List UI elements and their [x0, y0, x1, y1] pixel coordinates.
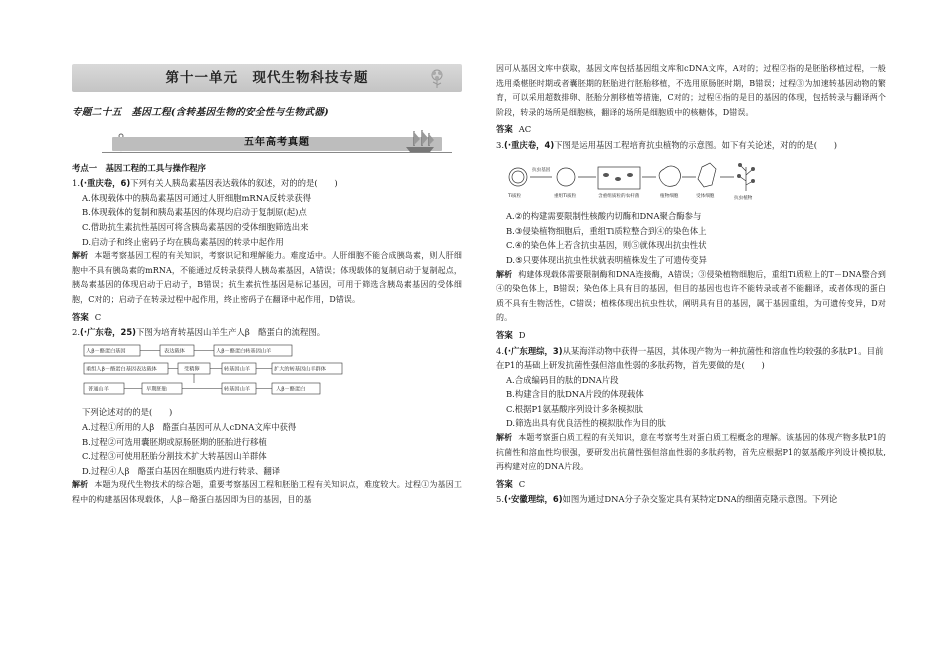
question-source: (·重庆卷，4) [504, 139, 555, 150]
flow-box-text: 表达载体 [164, 348, 185, 355]
option: C.过程③可使用胚胎分割技术扩大转基因山羊群体 [82, 451, 267, 462]
option: A.体现载体中的胰岛素基因可通过人肝细胞mRNA反转录获得 [82, 192, 311, 203]
option: B.过程②可选用囊胚期或原肠胚期的胚胎进行移植 [82, 436, 267, 447]
flow-box-text: 转基因山羊 [224, 366, 250, 373]
flow-box-text: 人β－酪蛋白基因 [86, 348, 126, 355]
diagram-label: Ti质粒 [508, 193, 522, 199]
diagram-label: 重组Ti质粒 [554, 193, 577, 199]
exam-banner-title: 五年高考真题 [244, 137, 310, 149]
option: C.④的染色体上若含抗虫基因，则⑤就体现出抗虫性状 [506, 240, 707, 251]
option: D.筛选出具有优良活性的模拟肽作为目的肽 [506, 418, 666, 429]
flow-box-text: 重组人β－酪蛋白基因表达载体 [86, 366, 157, 373]
answer: 答案 C [496, 478, 526, 489]
analysis: 解析 本题考察蛋白质工程的有关知识，意在考察考生对蛋白质工程概念的理解。该基因的体现产物多肽P1的抗菌性和溶血性均很强，要研发出抗菌性强但溶血性弱的多肽药物，首先应根据P1的氨基酸序列设计模拟肽,再构建对应的DNA片段。 [496, 433, 886, 472]
option: D.过程④人β 酪蛋白基因在细胞质内进行转录、翻译 [82, 465, 281, 476]
answer: 答案 AC [496, 124, 532, 135]
left-column [72, 0, 462, 507]
question-stem: 4.(·广东理综，3)从某海洋动物中获得一基因，其体现产物为一种抗菌性和溶血性均较强的多肽P1。目前在P1的基础上研发抗菌性强但溶血性弱的多肽药物，首先要做的是( ) [496, 345, 884, 371]
diagram-label: 植物细胞 [660, 193, 679, 199]
option: A.②的构建需要限制性核酸内切酶和DNA聚合酶参与 [506, 211, 702, 222]
question-stem: 1.(·重庆卷，6)下列有关人胰岛素基因表达载体的叙述，对的的是( ) [72, 178, 338, 189]
analysis-continued: 因可从基因文库中获取，基因文库包括基因组文库和cDNA文库，A对的；过程②指的是胚胎移植过程，一般选用桑椹胚时期或者囊胚期的胚胎进行胚胎移植，不选用原肠胚时期，B错误；过程③为加速转基因动物的繁育，可以采用超数排卵、胚胎分割移植等措施，C对的；过程④指的是目的基因的体现，包括转录与翻译两个阶段，转录的场所是细胞核，翻译的场所是细胞质中的核糖体，D错误。 [496, 64, 886, 117]
question-stem: 2.(·广东卷，25)下图为培育转基因山羊生产人β 酪蛋白的流程图。 [72, 327, 326, 338]
flow-box-text: 早期胚胎 [146, 386, 167, 393]
question-2 [72, 325, 462, 507]
diagram-label: 抗虫基因 [532, 167, 551, 173]
option: D.启动子和终止密码子均在胰岛素基因的转录中起作用 [82, 236, 284, 247]
question-3 [496, 138, 886, 343]
question-source: (·安徽理综，6) [504, 494, 563, 505]
option: D.⑤只要体现出抗虫性状就表明植株发生了可遗传变异 [506, 254, 707, 265]
option: A.过程①所用的人β 酪蛋白基因可从人cDNA文库中获得 [82, 421, 297, 432]
option: C.根据P1氨基酸序列设计多条模拟肽 [506, 403, 643, 414]
flow-box-text: 普通山羊 [88, 386, 109, 393]
analysis: 解析 本题考察基因工程的有关知识，考察识记和理解能力。难度适中。人肝细胞不能合成胰岛素，则人肝细胞中不具有胰岛素的mRNA，不能通过反转录获得人胰岛素基因，A错误；体现载体的复制启动于复制起点，胰岛素基因的体现启动于启动子，B错误；抗生素抗性基因是标记基因，可用于筛选含胰岛素基因的受体细胞，C对的；启动子在转录过程中起作用，终止密码子在翻译中起作用，D错误。 [72, 251, 462, 304]
goat-flow-diagram [82, 343, 462, 402]
option: B.构建含目的肽DNA片段的体现载体 [506, 389, 644, 400]
unit-title: 第十一单元 现代生物科技专题 [165, 69, 369, 86]
question-1 [72, 176, 462, 324]
analysis: 解析 本题为现代生物技术的综合题，重要考察基因工程和胚胎工程有关知识点，难度较大。过程①为基因工程中的构建基因体现载体，人β－酪蛋白基因即为目的基因，目的基 [72, 480, 462, 504]
analysis: 解析 构建体现载体需要限制酶和DNA连接酶，A错误；③侵染植物细胞后，重组Ti质粒上的T－DNA整合到④的染色体上，B错误；染色体上具有目的基因，但目的基因也也许不能转录或者不能翻译，或者体现的蛋白质不具有生物活性，C错误；植株体现出抗虫性状，阐明具有目的基因，属于基因重组，为可遗传变异，D对的。 [496, 269, 887, 323]
question-source: (·重庆卷，6) [80, 178, 131, 189]
flower-decoration-icon [426, 67, 448, 89]
question-4 [496, 344, 886, 492]
flow-box-text: 人β－酪蛋白 [276, 386, 306, 393]
option: B.③侵染植物细胞后，重组Ti质粒整合到④的染色体上 [506, 225, 707, 236]
diagram-label: 受体细胞 [696, 193, 715, 199]
exam-banner-rule [102, 152, 452, 153]
answer: 答案 C [72, 311, 102, 322]
transgenic-plant-diagram [506, 157, 886, 206]
question-source: (·广东理综，3) [504, 345, 563, 356]
diagram-label: 含重组质粒的农杆菌 [598, 193, 640, 199]
right-column [496, 62, 886, 507]
option: B.体现载体的复制和胰岛素基因的体现均启动于复制原(起)点 [82, 207, 307, 218]
unit-banner [72, 64, 462, 92]
flow-box-text: 人β－酪蛋白转基因山羊 [216, 348, 272, 355]
option: C.借助抗生素抗性基因可将含胰岛素基因的受体细胞筛选出来 [82, 221, 309, 232]
question-stem: 5.(·安徽理综，6)如图为通过DNA分子杂交鉴定具有某特定DNA的细菌克隆示意图。下列论 [496, 494, 838, 505]
diagram-label: 抗虫植物 [734, 195, 753, 201]
section-heading: 考点一 基因工程的工具与操作程序 [72, 162, 206, 173]
question-prompt: 下列论述对的的是( ) [82, 407, 173, 418]
flow-box-text: 转基因山羊 [224, 386, 250, 393]
flow-box-text: 受精卵 [184, 366, 200, 373]
answer: 答案 D [496, 329, 526, 340]
ship-icon [402, 129, 438, 153]
question-source: (·广东卷，25) [80, 327, 136, 338]
exam-banner-bar [112, 137, 442, 151]
flow-box-text: 扩大的转基因山羊群体 [274, 366, 326, 373]
question-5 [496, 492, 886, 507]
option: A.合成编码目的肽的DNA片段 [506, 374, 619, 385]
exam-banner [72, 129, 462, 157]
topic-title: 专题二十五 基因工程(含转基因生物的安全性与生物武器) [72, 107, 330, 118]
question-stem: 3.(·重庆卷，4)下图是运用基因工程培育抗虫植物的示意图。如下有关论述，对的的是( ) [496, 139, 838, 150]
